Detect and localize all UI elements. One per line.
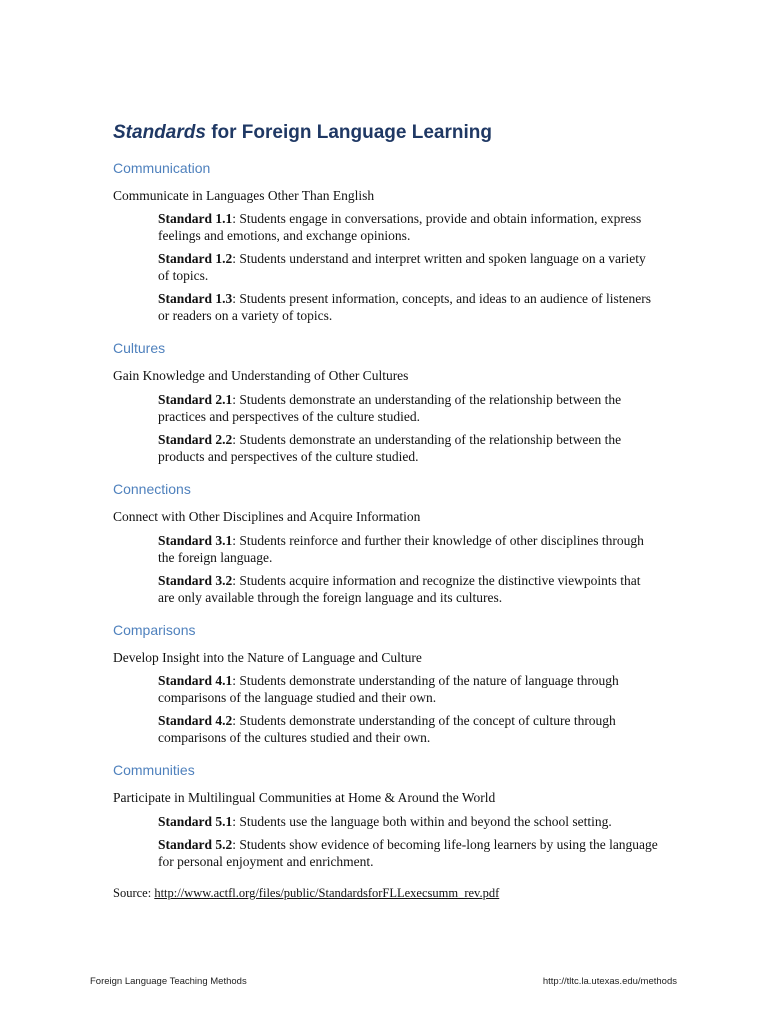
standard-text: : Students acquire information and recognize the distinctive viewpoints that are only available through the foreign language and its cultures.: [158, 572, 641, 605]
standard-text: : Students demonstrate understanding of the nature of language through comparisons of the language studied and their own.: [158, 673, 619, 706]
standard-label: Standard 1.3: [158, 291, 233, 307]
standard-item: [158, 391, 658, 425]
standard-text: : Students reinforce and further their knowledge of other disciplines through the foreign language.: [158, 532, 644, 565]
standard-text: : Students understand and interpret written and spoken language on a variety of topics.: [158, 251, 646, 284]
page-title: [113, 122, 653, 145]
standard-item: [158, 813, 658, 830]
footer-right-url: http://tltc.la.utexas.edu/methods: [542, 976, 677, 987]
standard-text: : Students show evidence of becoming life-long learners by using the language for personal enjoyment and enrichment.: [158, 837, 658, 870]
section-heading: Communities: [113, 762, 195, 779]
standard-label: Standard 1.1: [158, 211, 233, 227]
standard-item: [158, 836, 658, 870]
standard-label: Standard 2.1: [158, 392, 233, 408]
standard-label: Standard 3.1: [158, 532, 233, 548]
standard-item: [158, 290, 658, 324]
source-citation: [113, 886, 653, 901]
standard-label: Standard 5.2: [158, 837, 233, 853]
page-title-rest: for Foreign Language Learning: [205, 122, 492, 143]
standard-item: [158, 672, 658, 706]
standard-item: [158, 532, 658, 566]
standard-item: [158, 572, 658, 606]
section-connections: [113, 481, 653, 606]
footer-left-text: Foreign Language Teaching Methods: [90, 976, 247, 987]
page-title-italic: Standards: [113, 122, 206, 143]
source-link[interactable]: http://www.actfl.org/files/public/StandardsforFLLexecsumm_rev.pdf: [154, 886, 500, 901]
standard-text: : Students demonstrate understanding of the concept of culture through comparisons of the cultures studied and their own.: [158, 713, 616, 746]
standard-item: [158, 210, 658, 244]
section-cultures: [113, 340, 653, 465]
standard-item: [158, 250, 658, 284]
standard-text: : Students demonstrate an understanding of the relationship between the products and perspectives of the culture studied.: [158, 432, 622, 465]
document-page: [113, 122, 658, 901]
section-heading: Connections: [113, 481, 191, 498]
standard-item: [158, 431, 658, 465]
standard-label: Standard 2.2: [158, 432, 233, 448]
standard-label: Standard 4.1: [158, 673, 233, 689]
section-heading: Cultures: [113, 340, 166, 357]
section-goal: Participate in Multilingual Communities at Home & Around the World: [113, 790, 496, 806]
section-communication: [113, 160, 653, 325]
source-label: Source:: [113, 886, 155, 901]
section-goal: Gain Knowledge and Understanding of Other Cultures: [113, 368, 409, 384]
section-communities: [113, 762, 658, 870]
standard-text: : Students present information, concepts, and ideas to an audience of listeners or readers on a variety of topics.: [158, 291, 652, 324]
section-comparisons: [113, 622, 653, 747]
standard-text: : Students demonstrate an understanding of the relationship between the practices and perspectives of the culture studied.: [158, 392, 622, 425]
section-goal: Connect with Other Disciplines and Acquire Information: [113, 508, 421, 524]
standard-label: Standard 4.2: [158, 713, 233, 729]
standard-text: : Students engage in conversations, provide and obtain information, express feelings and emotions, and exchange opinions.: [158, 211, 642, 244]
section-goal: Develop Insight into the Nature of Language and Culture: [113, 649, 422, 665]
section-heading: Communication: [113, 159, 211, 176]
section-heading: Comparisons: [113, 621, 196, 638]
standard-label: Standard 5.1: [158, 814, 233, 830]
standard-text: : Students use the language both within and beyond the school setting.: [232, 814, 612, 830]
section-goal: Communicate in Languages Other Than English: [113, 187, 375, 203]
standard-label: Standard 3.2: [158, 572, 233, 588]
standard-label: Standard 1.2: [158, 251, 233, 267]
standard-item: [158, 712, 658, 746]
